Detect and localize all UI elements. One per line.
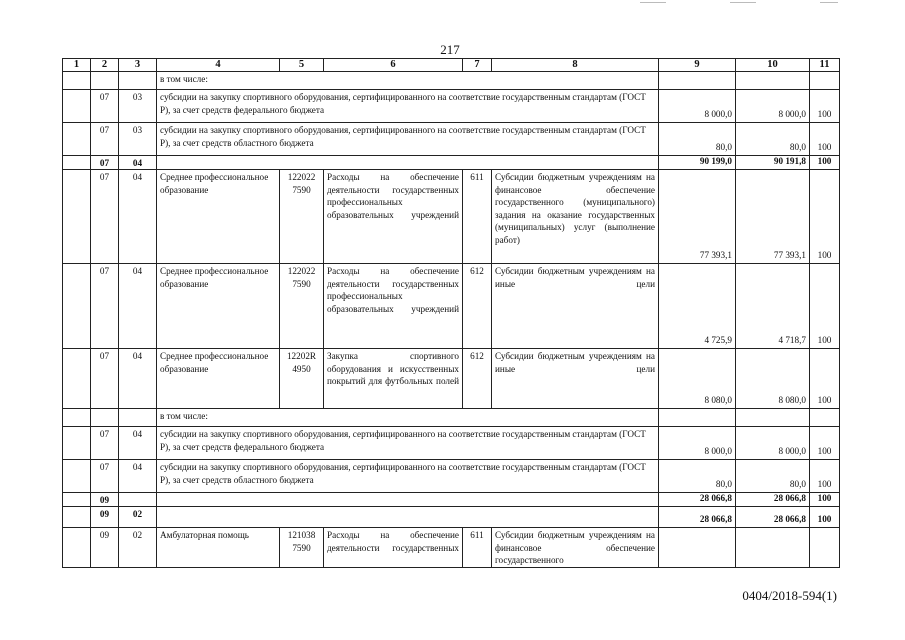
cell-description: субсидии на закупку спортивного оборудования, сертифицированного на соответствие государственным стандартам (ГОСТ Р), за счет средств федерального бюджета — [157, 427, 659, 460]
cell-subsection — [119, 72, 157, 90]
cell-col1 — [62, 156, 91, 170]
cell-target-code: 122022 7590 — [280, 170, 324, 264]
table-row — [62, 72, 840, 90]
table-row — [62, 507, 840, 528]
cell-col1 — [62, 90, 91, 123]
header-cell-8: 8 — [492, 58, 659, 72]
cell-section — [91, 72, 119, 90]
header-cell-5: 5 — [280, 58, 324, 72]
cell-expense-name: Субсидии бюджетным учреждениям на иные цели — [492, 349, 659, 409]
cell-expense-type: 612 — [463, 349, 492, 409]
cell-plan-amount: 28 066,8 — [659, 507, 736, 528]
cell-name: Среднее профессиональное образование — [157, 170, 280, 264]
cell-expense-name: Субсидии бюджетным учреждениям на финансовое обеспечение государственного — [492, 528, 659, 568]
cell-description — [157, 493, 659, 507]
cell-plan-amount — [659, 409, 736, 427]
header-cell-2: 2 — [91, 58, 119, 72]
header-cell-3: 3 — [119, 58, 157, 72]
cell-percent: 100 — [810, 264, 840, 349]
table-row — [62, 493, 840, 507]
table-header — [62, 58, 840, 72]
cell-description: в том числе: — [157, 409, 659, 427]
cell-expense-name: Субсидии бюджетным учреждениям на финансовое обеспечение государственного (муниципального) задания на оказание государственных (муниципальных) услуг (выполнение работ) — [492, 170, 659, 264]
cell-actual-amount: 8 000,0 — [736, 427, 810, 460]
cell-subsection: 03 — [119, 123, 157, 156]
cell-subsection: 02 — [119, 528, 157, 568]
table-row — [62, 460, 840, 493]
cell-subsection: 04 — [119, 460, 157, 493]
cell-name: Среднее профессиональное образование — [157, 349, 280, 409]
cell-target-code: 12202R 4950 — [280, 349, 324, 409]
cell-subsection: 04 — [119, 427, 157, 460]
cell-expense-purpose: Расходы на обеспечение деятельности государственных — [324, 528, 463, 568]
table-row — [62, 156, 840, 170]
cell-section: 09 — [91, 507, 119, 528]
cell-subsection: 03 — [119, 90, 157, 123]
cell-actual-amount: 90 191,8 — [736, 156, 810, 170]
cell-col1 — [62, 123, 91, 156]
header-cell-1: 1 — [62, 58, 91, 72]
cell-col1 — [62, 72, 91, 90]
cell-col1 — [62, 493, 91, 507]
cell-percent — [810, 409, 840, 427]
cell-col1 — [62, 460, 91, 493]
cell-actual-amount: 80,0 — [736, 460, 810, 493]
cell-target-code: 122022 7590 — [280, 264, 324, 349]
cell-percent: 100 — [810, 349, 840, 409]
cell-actual-amount — [736, 72, 810, 90]
cell-expense-purpose: Расходы на обеспечение деятельности государственных профессиональных образовательных учреждений — [324, 170, 463, 264]
cell-section: 09 — [91, 493, 119, 507]
scan-edge-marks — [0, 0, 905, 6]
cell-actual-amount — [736, 528, 810, 568]
header-cell-9: 9 — [659, 58, 736, 72]
table-row — [62, 427, 840, 460]
cell-col1 — [62, 528, 91, 568]
cell-expense-type: 611 — [463, 170, 492, 264]
page-number: 217 — [440, 42, 460, 57]
cell-col1 — [62, 507, 91, 528]
cell-actual-amount — [736, 409, 810, 427]
cell-actual-amount: 80,0 — [736, 123, 810, 156]
header-cell-7: 7 — [463, 58, 492, 72]
cell-section — [91, 409, 119, 427]
cell-plan-amount: 4 725,9 — [659, 264, 736, 349]
table-row — [62, 170, 840, 264]
cell-plan-amount — [659, 528, 736, 568]
cell-percent: 100 — [810, 493, 840, 507]
table-row — [62, 528, 840, 568]
cell-section: 07 — [91, 264, 119, 349]
header-cell-11: 11 — [810, 58, 840, 72]
cell-plan-amount: 80,0 — [659, 460, 736, 493]
cell-subsection: 04 — [119, 170, 157, 264]
cell-section: 07 — [91, 170, 119, 264]
cell-section: 07 — [91, 349, 119, 409]
cell-plan-amount: 77 393,1 — [659, 170, 736, 264]
document-code: 0404/2018-594(1) — [742, 588, 837, 603]
cell-description: в том числе: — [157, 72, 659, 90]
cell-expense-type: 612 — [463, 264, 492, 349]
cell-plan-amount: 80,0 — [659, 123, 736, 156]
cell-plan-amount: 8 000,0 — [659, 427, 736, 460]
cell-actual-amount: 28 066,8 — [736, 507, 810, 528]
budget-table — [62, 58, 840, 578]
cell-expense-purpose: Закупка спортивного оборудования и искусственных покрытий для футбольных полей — [324, 349, 463, 409]
cell-plan-amount: 90 199,0 — [659, 156, 736, 170]
cell-subsection — [119, 409, 157, 427]
cell-name: Амбулаторная помощь — [157, 528, 280, 568]
cell-section: 07 — [91, 156, 119, 170]
cell-section: 07 — [91, 460, 119, 493]
cell-name: Среднее профессиональное образование — [157, 264, 280, 349]
cell-section: 09 — [91, 528, 119, 568]
cell-description: субсидии на закупку спортивного оборудования, сертифицированного на соответствие государственным стандартам (ГОСТ Р), за счет средств областного бюджета — [157, 460, 659, 493]
cell-expense-type: 611 — [463, 528, 492, 568]
table-row — [62, 349, 840, 409]
cell-actual-amount: 77 393,1 — [736, 170, 810, 264]
cell-plan-amount: 8 000,0 — [659, 90, 736, 123]
cell-percent: 100 — [810, 170, 840, 264]
cell-actual-amount: 8 080,0 — [736, 349, 810, 409]
cell-percent: 100 — [810, 460, 840, 493]
cell-percent — [810, 72, 840, 90]
cell-subsection: 04 — [119, 156, 157, 170]
header-cell-10: 10 — [736, 58, 810, 72]
cell-section: 07 — [91, 123, 119, 156]
cell-percent: 100 — [810, 156, 840, 170]
cell-percent: 100 — [810, 427, 840, 460]
cell-percent: 100 — [810, 507, 840, 528]
cell-subsection — [119, 493, 157, 507]
cell-actual-amount: 28 066,8 — [736, 493, 810, 507]
cell-subsection: 02 — [119, 507, 157, 528]
cell-description — [157, 156, 659, 170]
cell-section: 07 — [91, 427, 119, 460]
cell-description — [157, 507, 659, 528]
cell-plan-amount: 8 080,0 — [659, 349, 736, 409]
table-row — [62, 264, 840, 349]
cell-subsection: 04 — [119, 264, 157, 349]
cell-plan-amount — [659, 72, 736, 90]
cell-section: 07 — [91, 90, 119, 123]
cell-col1 — [62, 264, 91, 349]
cell-description: субсидии на закупку спортивного оборудования, сертифицированного на соответствие государственным стандартам (ГОСТ Р), за счет средств областного бюджета — [157, 123, 659, 156]
cell-col1 — [62, 170, 91, 264]
table-row — [62, 123, 840, 156]
cell-col1 — [62, 409, 91, 427]
table-row — [62, 409, 840, 427]
cell-col1 — [62, 349, 91, 409]
cell-percent: 100 — [810, 123, 840, 156]
cell-col1 — [62, 427, 91, 460]
cell-expense-name: Субсидии бюджетным учреждениям на иные цели — [492, 264, 659, 349]
header-cell-4: 4 — [157, 58, 280, 72]
cell-actual-amount: 8 000,0 — [736, 90, 810, 123]
cell-actual-amount: 4 718,7 — [736, 264, 810, 349]
cell-percent — [810, 528, 840, 568]
cell-percent: 100 — [810, 90, 840, 123]
header-cell-6: 6 — [324, 58, 463, 72]
cell-description: субсидии на закупку спортивного оборудования, сертифицированного на соответствие государственным стандартам (ГОСТ Р), за счет средств федерального бюджета — [157, 90, 659, 123]
cell-subsection: 04 — [119, 349, 157, 409]
cell-expense-purpose: Расходы на обеспечение деятельности государственных профессиональных образовательных учреждений — [324, 264, 463, 349]
cell-plan-amount: 28 066,8 — [659, 493, 736, 507]
cell-target-code: 121038 7590 — [280, 528, 324, 568]
table-row — [62, 90, 840, 123]
